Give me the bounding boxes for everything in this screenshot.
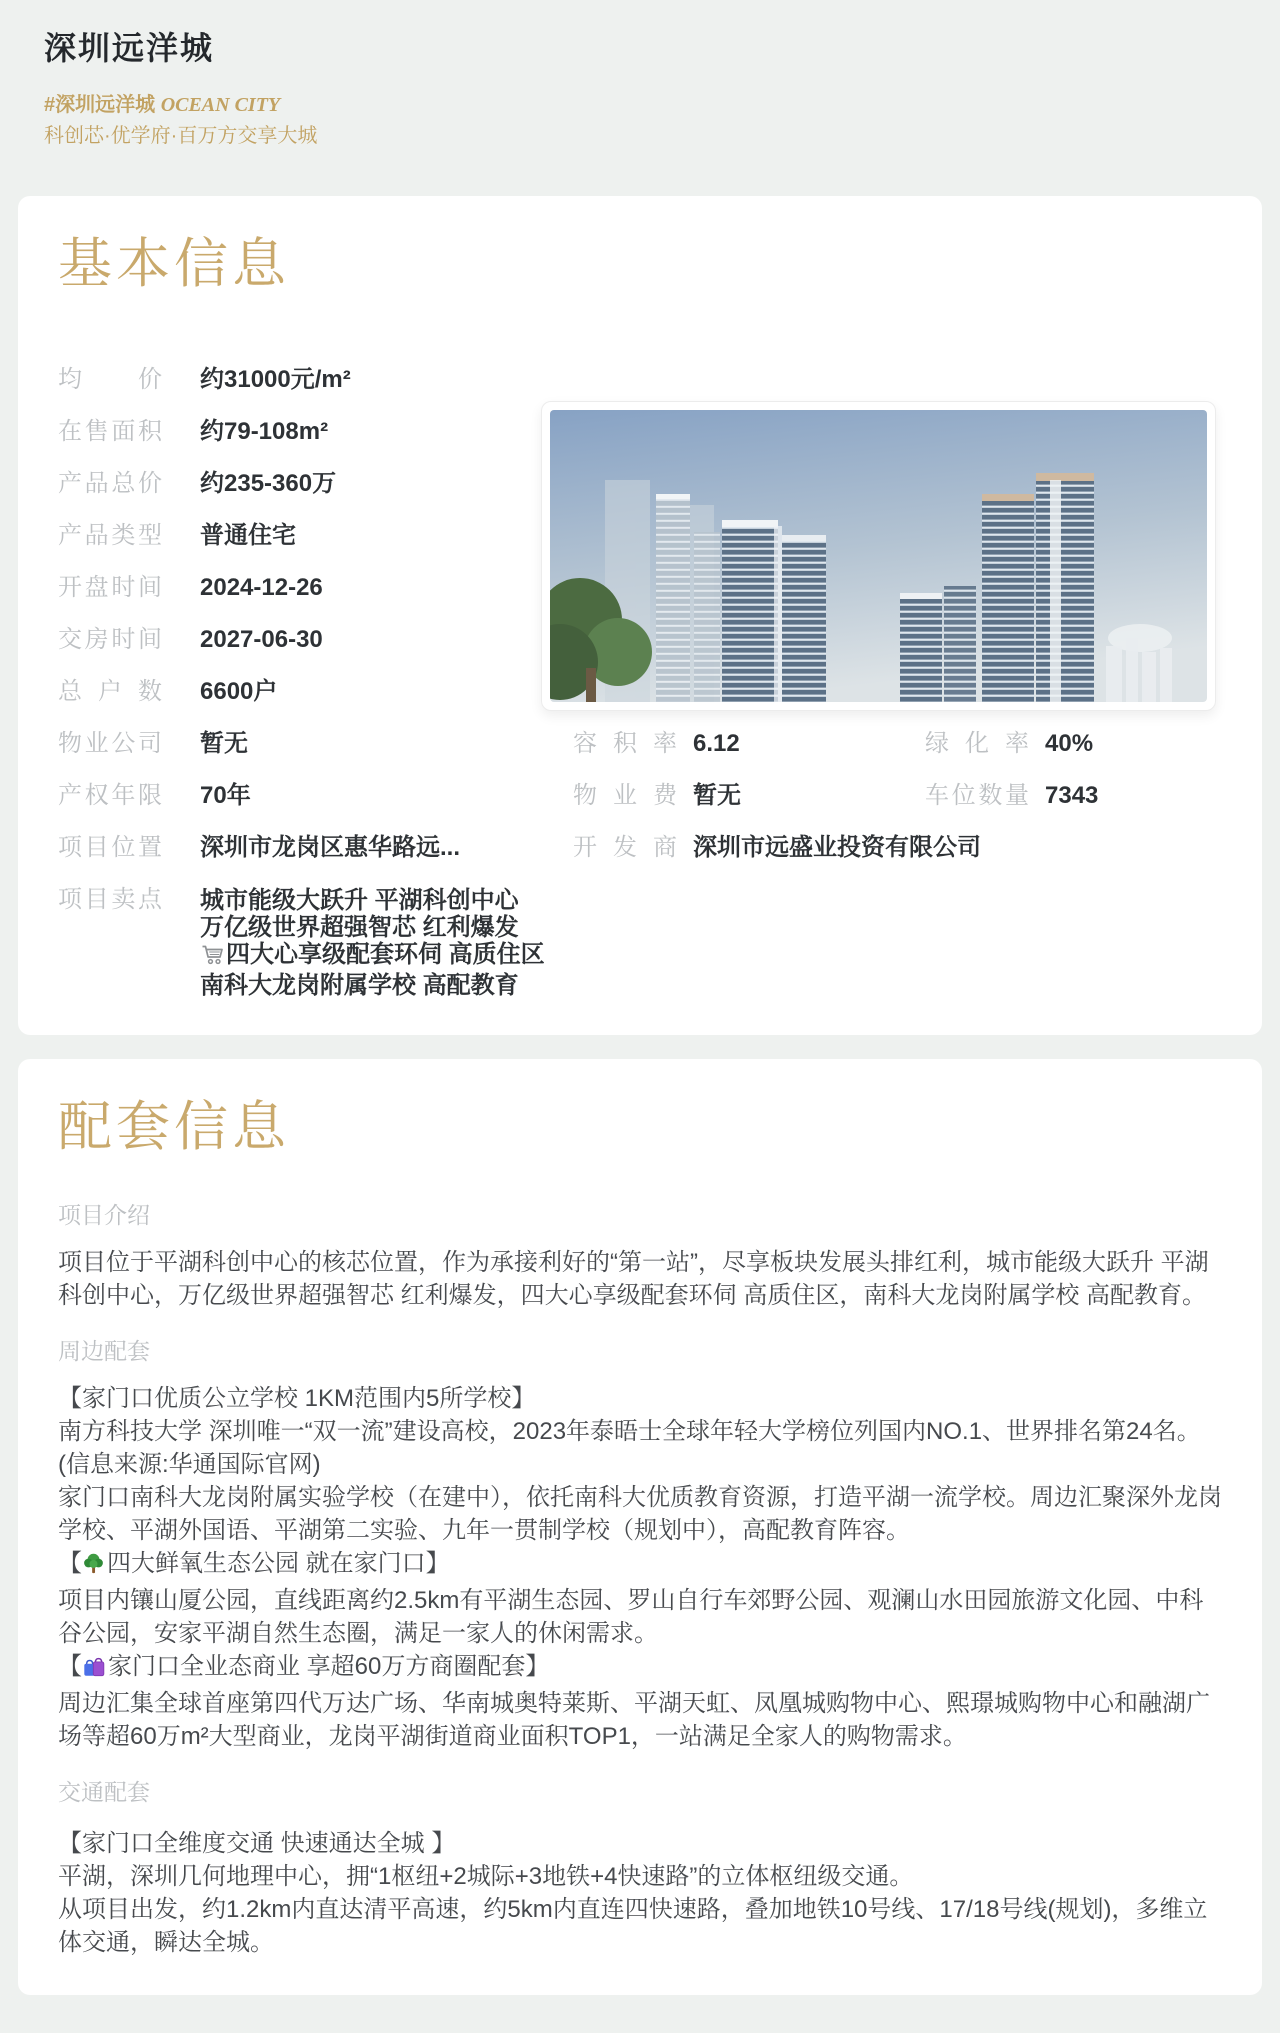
building-rendering-illustration — [550, 410, 1207, 702]
intro-label: 项目介绍 — [58, 1202, 150, 1228]
field-label: 物业费 — [573, 782, 677, 809]
info-row-area — [58, 419, 538, 445]
field-label: 在售面积 — [58, 418, 162, 445]
field-label: 物业公司 — [58, 730, 162, 757]
field-value: 40% — [1045, 730, 1094, 757]
field-value: 2024-12-26 — [200, 574, 323, 601]
selling-point-line: 万亿级世界超强智芯 红利爆发 — [200, 914, 519, 941]
field-label: 项目位置 — [58, 834, 162, 861]
info-cell-plot-ratio — [573, 731, 925, 757]
surrounding-line-mall: 周边汇集全球首座第四代万达广场、华南城奥特莱斯、平湖天虹、凤凰城购物中心、熙璟城购物中心和融湖广场等超60万m²大型商业，龙岗平湖街道商业面积TOP1，一站满足全家人的购物需求。 — [58, 1690, 1210, 1750]
field-value: 暂无 — [200, 730, 248, 757]
basic-info-top — [58, 367, 1222, 653]
page-header — [18, 0, 1262, 150]
surrounding-line-parks-header — [58, 1547, 1222, 1584]
surrounding-label: 周边配套 — [58, 1338, 150, 1364]
field-label: 车位数量 — [925, 782, 1029, 809]
surrounding-line-sustech: 南方科技大学 深圳唯一“双一流”建设高校，2023年泰晤士全球年轻大学榜位列国内NO.1、世界排名第24名。(信息来源:华通国际官网) — [58, 1418, 1201, 1478]
field-label: 开发商 — [573, 834, 677, 861]
shopping-cart-icon — [200, 942, 224, 972]
info-cell-parking — [925, 783, 1222, 809]
info-row-selling-points — [58, 887, 1222, 999]
info-grid-row-2 — [58, 731, 1222, 757]
field-value: 深圳市龙岗区惠华路远... — [200, 834, 461, 861]
mall-header-text: 家门口全业态商业 享超60万方商圈配套】 — [108, 1653, 550, 1680]
shopping-bags-icon — [82, 1654, 106, 1687]
selling-point-line — [200, 941, 545, 972]
facilities-title: 配套信息 — [58, 1097, 290, 1157]
bracket: 【 — [58, 1653, 82, 1680]
info-cell-greening-rate — [925, 731, 1222, 757]
transport-label: 交通配套 — [58, 1779, 150, 1805]
field-value: 深圳市远盛业投资有限公司 — [693, 834, 981, 861]
field-value: 6600户 — [200, 678, 278, 705]
surrounding-text — [58, 1382, 1222, 1753]
surrounding-line-mall-header — [58, 1650, 1222, 1687]
field-label: 绿化率 — [925, 730, 1029, 757]
field-label: 容积率 — [573, 730, 677, 757]
field-value: 普通住宅 — [200, 522, 296, 549]
field-label: 产品总价 — [58, 470, 162, 497]
info-cell-location — [58, 835, 573, 861]
field-value: 约79-108m² — [200, 418, 329, 445]
transport-line-header: 【家门口全维度交通 快速通达全城 】 — [58, 1830, 456, 1857]
field-label: 开盘时间 — [58, 574, 162, 601]
project-hashtag — [44, 92, 1236, 119]
field-value: 约235-360万 — [200, 470, 337, 497]
field-value: 暂无 — [693, 782, 741, 809]
info-cell-developer — [573, 835, 981, 861]
hashtag-en: OCEAN CITY — [160, 94, 281, 116]
field-label: 产权年限 — [58, 782, 162, 809]
info-row-total-price — [58, 471, 538, 497]
field-value: 7343 — [1045, 782, 1099, 809]
field-label: 产品类型 — [58, 522, 162, 549]
field-value: 70年 — [200, 782, 251, 809]
selling-points — [200, 887, 545, 999]
bracket: 【 — [58, 1550, 82, 1577]
parks-header-text: 四大鲜氧生态公园 就在家门口】 — [107, 1550, 450, 1577]
intro-text: 项目位于平湖科创中心的核芯位置，作为承接利好的“第一站”，尽享板块发展头排红利，城市能级大跃升 平湖科创中心，万亿级世界超强智芯 红利爆发，四大心享级配套环伺 高质住区，南科大龙岗附属学校 高配教育。 — [58, 1249, 1209, 1309]
field-label: 总户数 — [58, 678, 162, 705]
surrounding-line-parks: 项目内镶山厦公园，直线距离约2.5km有平湖生态园、罗山自行车郊野公园、观澜山水田园旅游文化园、中科谷公园，安家平湖自然生态圈，满足一家人的休闲需求。 — [58, 1587, 1204, 1647]
field-value: 6.12 — [693, 730, 740, 757]
info-row-delivery-date — [58, 627, 538, 653]
info-row-open-date — [58, 575, 538, 601]
tree-icon — [82, 1551, 105, 1584]
info-row-product-type — [58, 523, 538, 549]
basic-info-title: 基本信息 — [58, 234, 290, 294]
building-rendering-photo[interactable] — [541, 401, 1216, 711]
field-label: 项目卖点 — [58, 886, 162, 913]
field-label: 交房时间 — [58, 626, 162, 653]
basic-info-card — [18, 196, 1262, 1035]
info-cell-tenure — [58, 783, 573, 809]
transport-line-hub: 平湖，深圳几何地理中心，拥“1枢纽+2城际+3地铁+4快速路”的立体枢纽级交通。 — [58, 1863, 914, 1890]
surrounding-line-schools-header: 【家门口优质公立学校 1KM范围内5所学校】 — [58, 1385, 536, 1412]
hashtag-cn: #深圳远洋城 — [44, 94, 161, 116]
transport-line-detail: 从项目出发，约1.2km内直达清平高速，约5km内直连四快速路，叠加地铁10号线、17/18号线(规划)，多维立体交通，瞬达全城。 — [58, 1896, 1208, 1956]
page-title: 深圳远洋城 — [44, 30, 215, 66]
field-value: 约31000元/m² — [200, 366, 351, 393]
field-label: 均价 — [58, 366, 162, 393]
info-cell-households — [58, 679, 573, 705]
selling-point-text: 四大心享级配套环伺 高质住区 — [226, 941, 545, 968]
selling-point-line: 城市能级大跃升 平湖科创中心 — [200, 887, 519, 914]
basic-info-left-column — [58, 367, 538, 653]
info-grid-row-3 — [58, 783, 1222, 809]
info-row-location-developer — [58, 835, 1222, 861]
selling-point-line: 南科大龙岗附属学校 高配教育 — [200, 972, 519, 999]
project-tagline: 科创芯·优学府·百万方交享大城 — [44, 125, 318, 147]
info-cell-property-fee — [573, 783, 925, 809]
info-cell-property-company — [58, 731, 573, 757]
info-row-avg-price — [58, 367, 538, 393]
field-value: 2027-06-30 — [200, 626, 323, 653]
facilities-card — [18, 1059, 1262, 1995]
transport-text — [58, 1827, 1222, 1959]
surrounding-line-affiliated-school: 家门口南科大龙岗附属实验学校（在建中），依托南科大优质教育资源，打造平湖一流学校。周边汇聚深外龙岗学校、平湖外国语、平湖第二实验、九年一贯制学校（规划中），高配教育阵容。 — [58, 1484, 1222, 1544]
